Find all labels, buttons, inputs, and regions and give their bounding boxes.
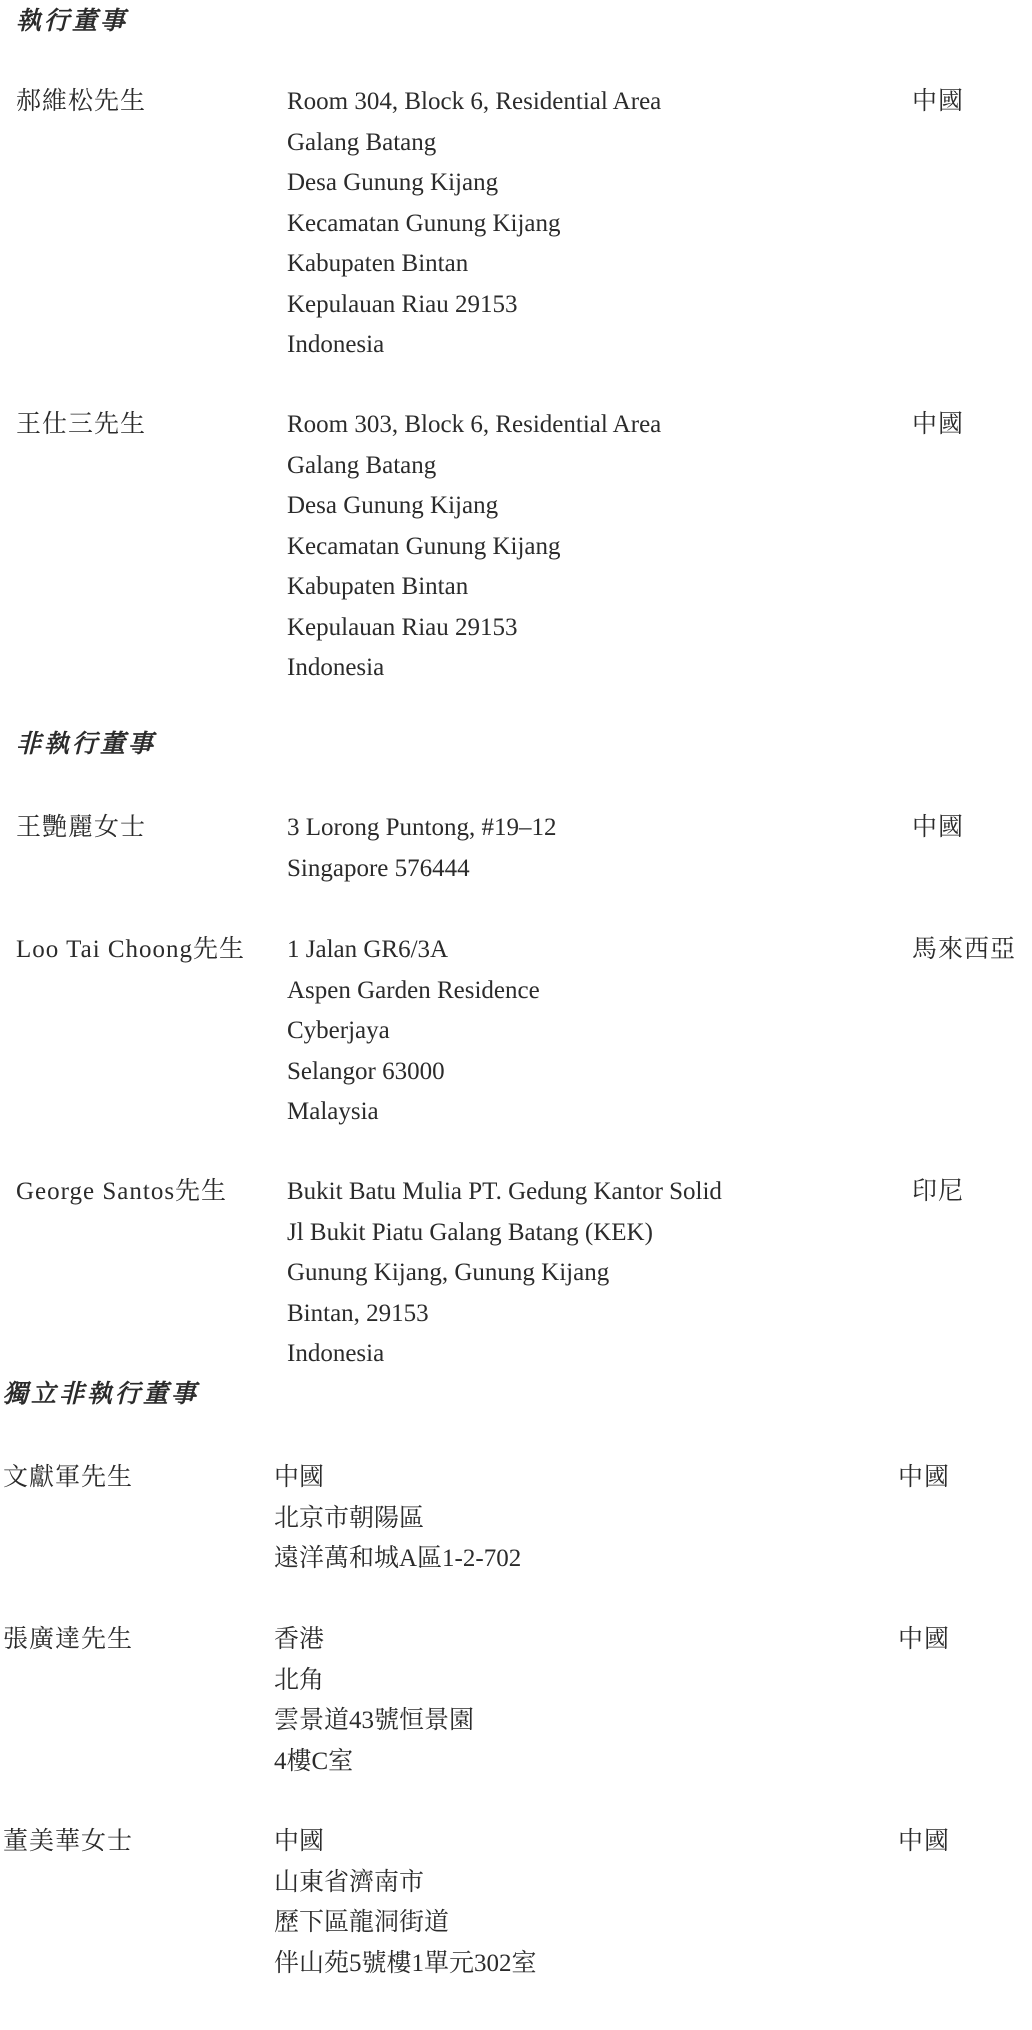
director-name: 董美華女士 (3, 1828, 134, 1855)
address-line: 北京市朝陽區 (274, 1504, 425, 1532)
address-line: Bintan, 29153 (287, 1299, 429, 1327)
director-address (287, 808, 556, 889)
director-name: 王仕三先生 (16, 411, 147, 438)
address-line: Aspen Garden Residence (287, 976, 540, 1004)
address-line: Kecamatan Gunung Kijang (287, 209, 561, 237)
address-line: Kabupaten Bintan (287, 573, 469, 600)
address-line: Bukit Batu Mulia PT. Gedung Kantor Solid (287, 1178, 722, 1205)
director-name: 文獻軍先生 (3, 1464, 134, 1491)
address-line: 香港 (274, 1626, 325, 1653)
address-line: Indonesia (287, 331, 385, 358)
address-line: Kecamatan Gunung Kijang (287, 532, 561, 560)
director-nationality: 印尼 (912, 1178, 965, 1205)
address-line: Malaysia (287, 1098, 379, 1125)
director-nationality: 中國 (898, 1626, 951, 1653)
director-nationality: 中國 (912, 814, 965, 841)
director-address (274, 1458, 521, 1580)
director-address (287, 930, 540, 1133)
address-line: Singapore 576444 (287, 854, 470, 882)
address-line: 4樓C室 (274, 1747, 354, 1775)
address-line: Jl Bukit Piatu Galang Batang (KEK) (287, 1218, 653, 1246)
director-name: Loo Tai Choong先生 (16, 936, 246, 963)
address-line: 1 Jalan GR6/3A (287, 936, 449, 963)
director-nationality: 中國 (898, 1464, 951, 1491)
address-line: 北角 (274, 1666, 325, 1694)
section-heading: 執行董事 (16, 8, 129, 35)
address-line: 伴山苑5號樓1單元302室 (274, 1949, 537, 1977)
address-line: Desa Gunung Kijang (287, 169, 499, 196)
director-name: George Santos先生 (16, 1178, 228, 1205)
director-nationality: 馬來西亞 (912, 936, 1017, 963)
address-line: Kabupaten Bintan (287, 250, 469, 277)
address-line: 中國 (274, 1828, 325, 1855)
address-line: 中國 (274, 1464, 325, 1491)
director-name: 郝維松先生 (16, 88, 147, 115)
section-heading: 獨立非執行董事 (3, 1381, 200, 1408)
director-address (274, 1822, 537, 1984)
address-line: Desa Gunung Kijang (287, 492, 499, 519)
address-line: Indonesia (287, 654, 385, 681)
director-address (287, 1172, 722, 1375)
section-heading: 非執行董事 (16, 731, 157, 758)
address-line: Kepulauan Riau 29153 (287, 290, 518, 318)
address-line: Gunung Kijang, Gunung Kijang (287, 1259, 610, 1286)
address-line: Galang Batang (287, 451, 437, 479)
address-line: Indonesia (287, 1340, 385, 1367)
director-address (274, 1620, 474, 1782)
address-line: 遠洋萬和城A區1-2-702 (274, 1545, 522, 1572)
address-line: Kepulauan Riau 29153 (287, 613, 518, 641)
address-line: Room 304, Block 6, Residential Area (287, 88, 662, 115)
address-line: Room 303, Block 6, Residential Area (287, 411, 662, 438)
director-name: 張廣達先生 (3, 1626, 134, 1653)
address-line: 山東省濟南市 (274, 1868, 425, 1896)
director-address (287, 405, 661, 689)
address-line: Galang Batang (287, 128, 437, 156)
address-line: 歷下區龍洞街道 (274, 1909, 450, 1936)
director-nationality: 中國 (898, 1828, 951, 1855)
director-nationality: 中國 (912, 411, 965, 438)
address-line: Cyberjaya (287, 1017, 390, 1044)
address-line: 雲景道43號恒景園 (274, 1707, 475, 1734)
director-name: 王艷麗女士 (16, 814, 147, 841)
address-line: 3 Lorong Puntong, #19–12 (287, 814, 557, 841)
address-line: Selangor 63000 (287, 1057, 445, 1085)
director-nationality: 中國 (912, 88, 965, 115)
director-address (287, 82, 661, 366)
